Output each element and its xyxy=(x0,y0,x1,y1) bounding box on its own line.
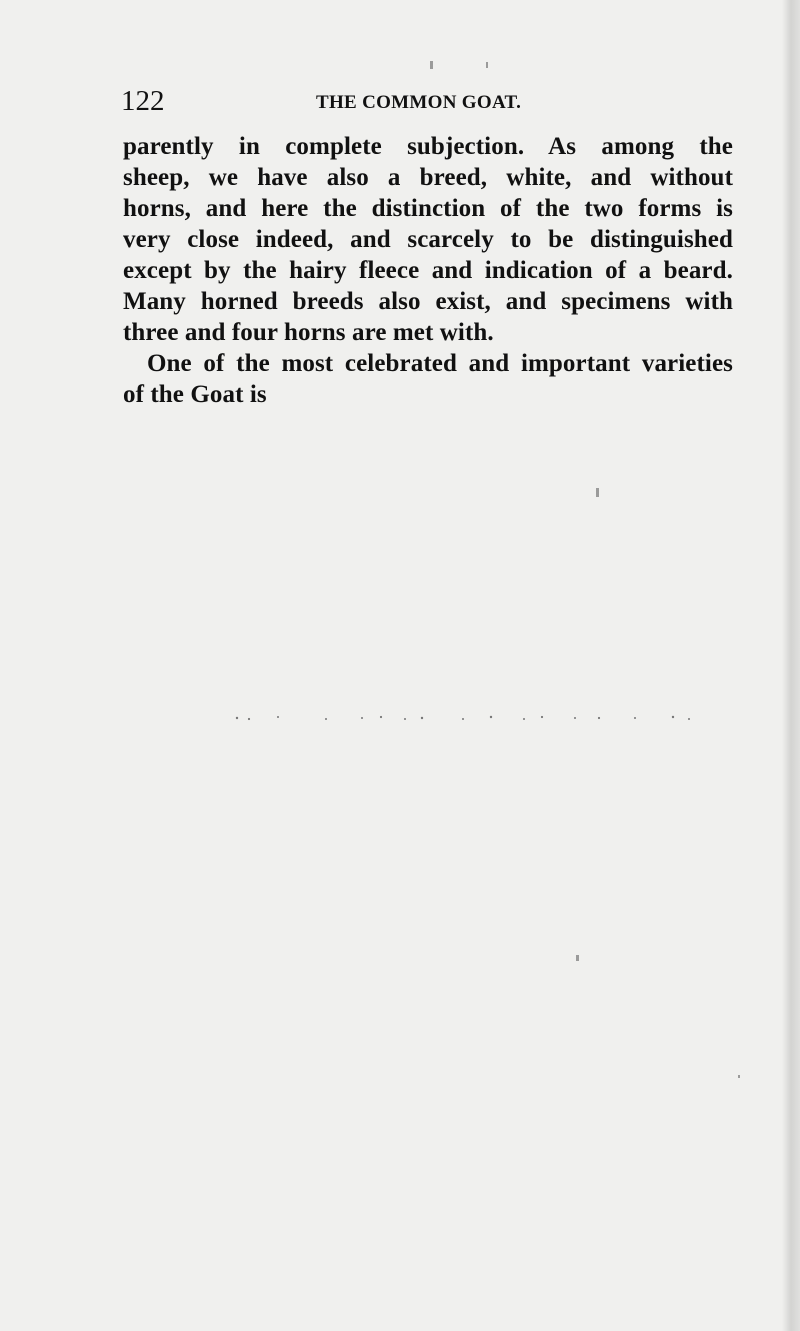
text-line: except by the hairy fleece and indication of a beard. xyxy=(123,257,733,284)
text-line: very close indeed, and scarcely to be distinguished xyxy=(123,226,733,253)
text-line: parently in complete subjection. As among the xyxy=(123,133,733,160)
text-line: Many horned breeds also exist, and specimens with xyxy=(123,288,733,315)
page-edge-shadow xyxy=(782,0,800,1331)
ink-speck xyxy=(486,62,488,68)
page-header xyxy=(121,86,681,118)
page-body-text xyxy=(123,131,733,410)
ink-speck xyxy=(738,1075,740,1078)
text-line: sheep, we have also a breed, white, and without xyxy=(123,164,733,191)
text-line: One of the most celebrated and important varieties xyxy=(147,350,733,377)
ink-speck xyxy=(430,61,433,69)
ink-speck xyxy=(576,955,579,961)
running-head: THE COMMON GOAT. xyxy=(316,92,522,113)
ink-speck xyxy=(596,488,599,497)
text-line: of the Goat is xyxy=(123,381,267,408)
text-line: three and four horns are met with. xyxy=(123,319,494,346)
page-number: 122 xyxy=(121,85,165,117)
text-line: horns, and here the distinction of the two forms is xyxy=(123,195,733,222)
printing-specks xyxy=(233,706,713,736)
